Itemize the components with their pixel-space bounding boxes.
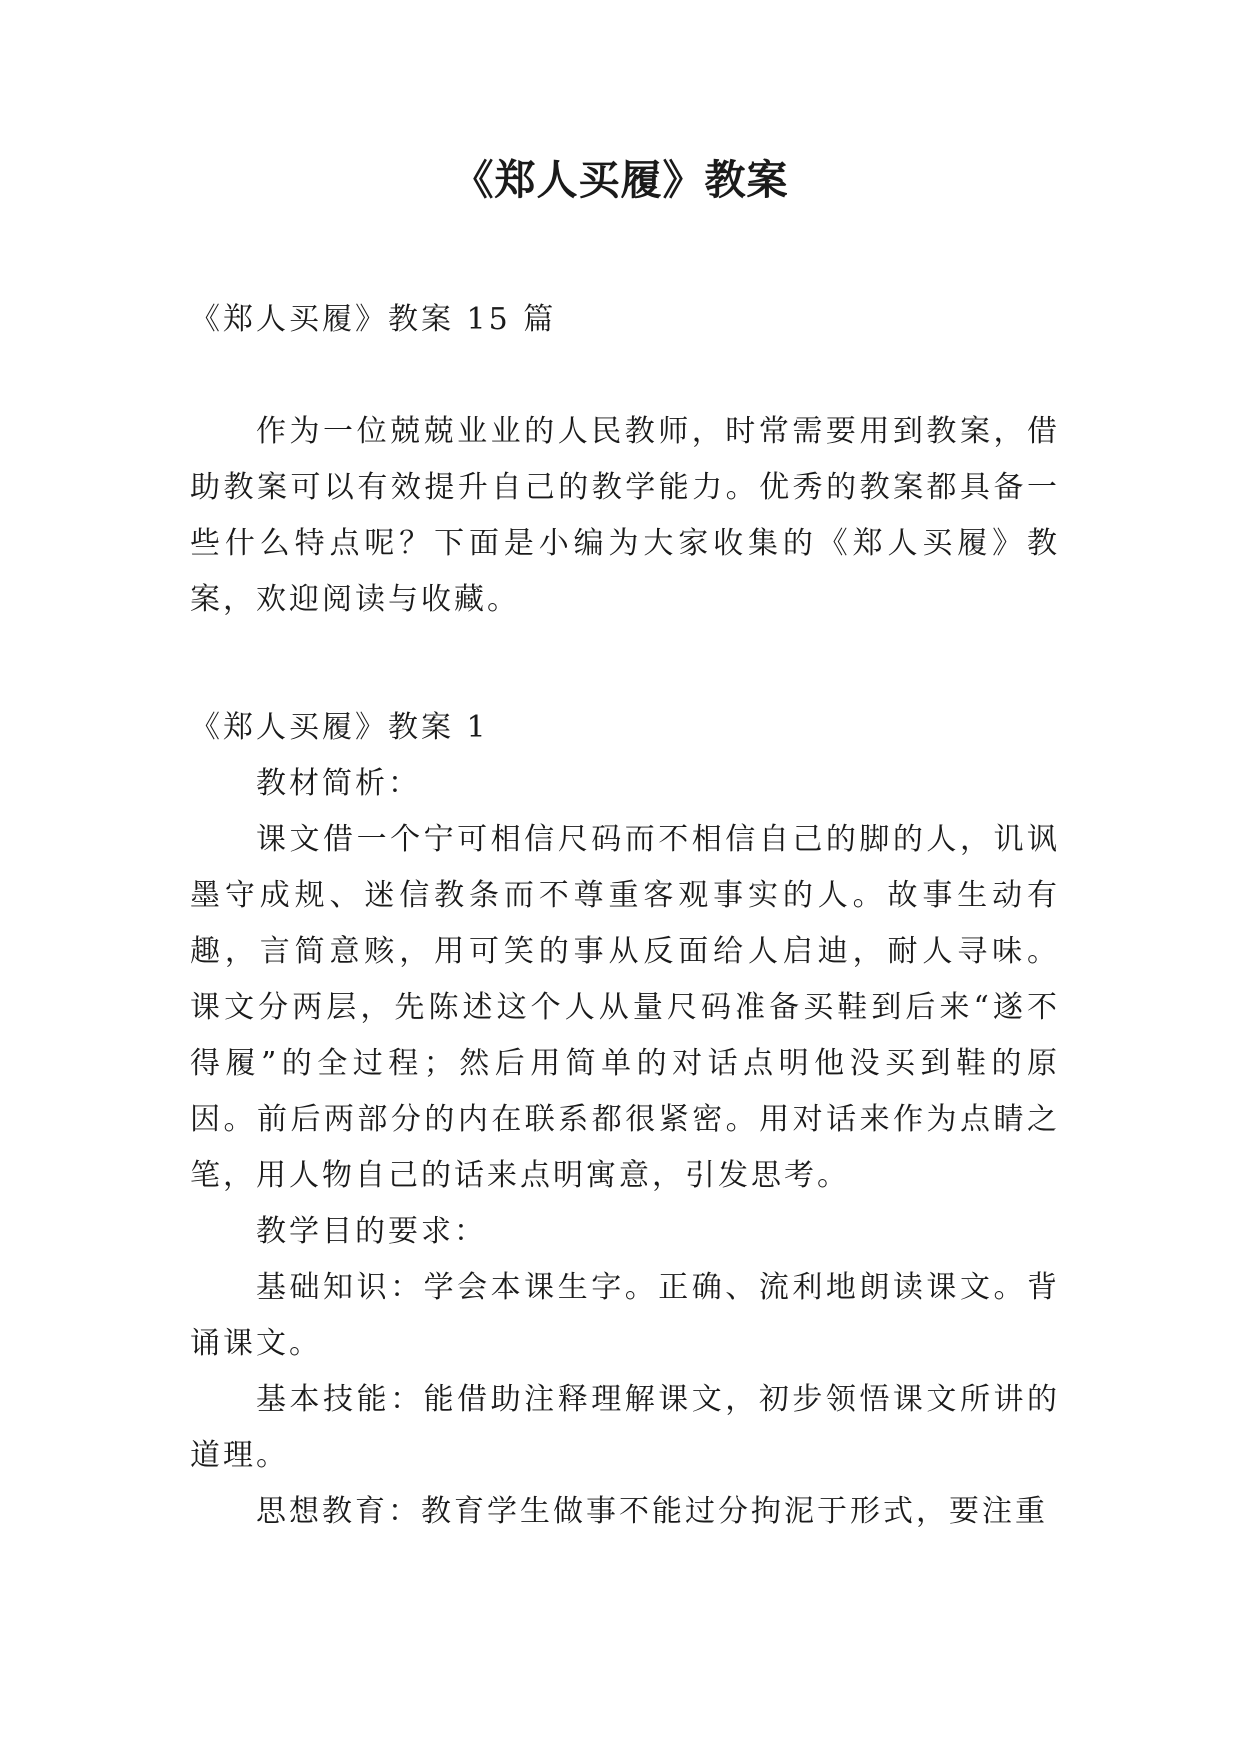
paragraph-basic-skills: 基本技能：能借助注释理解课文，初步领悟课文所讲的道理。 [190,1382,1060,1473]
paragraph-goals-heading: 教学目的要求： [256,1214,487,1249]
subtitle-text: 《郑人买履》教案 15 篇 [190,302,557,337]
paragraph-textbook-analysis-heading: 教材简析： [256,766,421,801]
document-subtitle [190,292,1060,348]
paragraph-moral-education: 思想教育：教育学生做事不能过分拘泥于形式，要注重 [256,1494,1048,1529]
intro-block [190,404,1060,628]
section-heading: 《郑人买履》教案 1 [190,710,489,745]
paragraph-textbook-analysis: 课文借一个宁可相信尺码而不相信自己的脚的人，讥讽墨守成规、迷信教条而不尊重客观事实的人。故事生动有趣，言简意赅，用可笑的事从反面给人启迪，耐人寻味。 课文分两层，先陈述这个人从量尺码准备买鞋到后来“遂不得履”的全过程；然后用简单的对话点明他没买到鞋的原因。前后两部分的内在联系都很紧密。用对话来作为点睛之笔，用人物自己的话来点明寓意，引发思考。 [190,822,1060,1193]
section-1 [190,700,1060,1540]
document-title: 《郑人买履》教案 [452,156,789,204]
paragraph-basic-knowledge: 基础知识：学会本课生字。正确、流利地朗读课文。背诵课文。 [190,1270,1060,1361]
intro-paragraph: 作为一位兢兢业业的人民教师，时常需要用到教案，借助教案可以有效提升自己的教学能力。优秀的教案都具备一些什么特点呢？下面是小编为大家收集的《郑人买履》教案，欢迎阅读与收藏。 [190,414,1060,617]
